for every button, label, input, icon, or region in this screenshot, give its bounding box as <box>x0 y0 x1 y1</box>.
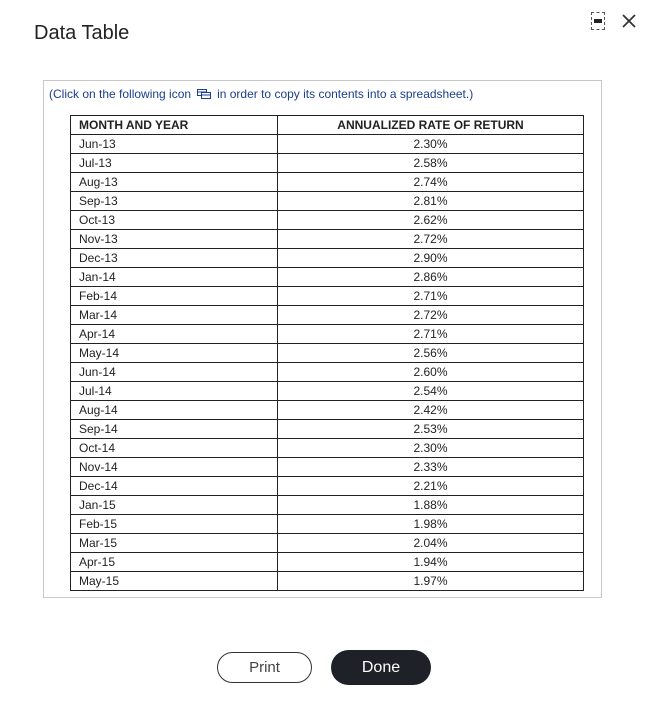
rate-cell: 2.21% <box>278 477 584 496</box>
close-icon <box>621 13 637 29</box>
month-year-cell: Aug-13 <box>71 173 278 192</box>
rate-cell: 2.42% <box>278 401 584 420</box>
table-row <box>71 154 584 173</box>
table-row <box>71 534 584 553</box>
month-year-cell: May-14 <box>71 344 278 363</box>
table-row <box>71 287 584 306</box>
rate-cell: 2.33% <box>278 458 584 477</box>
month-year-cell: Oct-13 <box>71 211 278 230</box>
month-year-cell: Apr-14 <box>71 325 278 344</box>
month-year-cell: Mar-15 <box>71 534 278 553</box>
table-row <box>71 230 584 249</box>
table-row <box>71 477 584 496</box>
month-year-cell: May-15 <box>71 572 278 591</box>
rate-cell: 2.81% <box>278 192 584 211</box>
table-row <box>71 439 584 458</box>
table-row <box>71 268 584 287</box>
rate-cell: 2.86% <box>278 268 584 287</box>
table-row <box>71 363 584 382</box>
rate-cell: 2.53% <box>278 420 584 439</box>
rate-of-return-table <box>70 115 584 591</box>
close-button[interactable] <box>617 8 641 34</box>
table-header-row <box>71 116 584 135</box>
table-row <box>71 420 584 439</box>
month-year-cell: Jan-14 <box>71 268 278 287</box>
rate-cell: 1.98% <box>278 515 584 534</box>
table-row <box>71 458 584 477</box>
rate-cell: 1.88% <box>278 496 584 515</box>
copy-spreadsheet-icon[interactable] <box>197 89 211 99</box>
rate-cell: 2.74% <box>278 173 584 192</box>
column-header-month-year: MONTH AND YEAR <box>71 116 278 135</box>
rate-cell: 2.72% <box>278 306 584 325</box>
month-year-cell: Feb-15 <box>71 515 278 534</box>
rate-cell: 2.56% <box>278 344 584 363</box>
table-row <box>71 496 584 515</box>
rate-cell: 2.72% <box>278 230 584 249</box>
instruction-text-after: in order to copy its contents into a spreadsheet.) <box>217 87 474 101</box>
table-row <box>71 344 584 363</box>
dialog-title: Data Table <box>34 22 130 44</box>
table-row <box>71 382 584 401</box>
month-year-cell: Oct-14 <box>71 439 278 458</box>
column-header-rate: ANNUALIZED RATE OF RETURN <box>278 116 584 135</box>
month-year-cell: Jan-15 <box>71 496 278 515</box>
month-year-cell: Aug-14 <box>71 401 278 420</box>
month-year-cell: Mar-14 <box>71 306 278 325</box>
month-year-cell: Sep-14 <box>71 420 278 439</box>
done-button[interactable]: Done <box>331 650 431 685</box>
rate-cell: 2.90% <box>278 249 584 268</box>
rate-cell: 2.62% <box>278 211 584 230</box>
table-row <box>71 553 584 572</box>
rate-cell: 2.71% <box>278 325 584 344</box>
table-row <box>71 325 584 344</box>
rate-cell: 1.97% <box>278 572 584 591</box>
table-row <box>71 572 584 591</box>
data-panel <box>43 80 602 598</box>
table-row <box>71 306 584 325</box>
rate-cell: 2.60% <box>278 363 584 382</box>
print-button[interactable]: Print <box>217 652 312 683</box>
month-year-cell: Jun-14 <box>71 363 278 382</box>
rate-cell: 2.58% <box>278 154 584 173</box>
table-row <box>71 211 584 230</box>
table-row <box>71 515 584 534</box>
table-row <box>71 173 584 192</box>
minimize-button[interactable] <box>586 8 610 34</box>
month-year-cell: Dec-14 <box>71 477 278 496</box>
rate-cell: 2.30% <box>278 439 584 458</box>
month-year-cell: Dec-13 <box>71 249 278 268</box>
minimize-icon <box>591 12 605 30</box>
rate-cell: 1.94% <box>278 553 584 572</box>
month-year-cell: Jul-13 <box>71 154 278 173</box>
month-year-cell: Nov-13 <box>71 230 278 249</box>
month-year-cell: Jul-14 <box>71 382 278 401</box>
month-year-cell: Nov-14 <box>71 458 278 477</box>
rate-cell: 2.04% <box>278 534 584 553</box>
table-row <box>71 192 584 211</box>
month-year-cell: Sep-13 <box>71 192 278 211</box>
month-year-cell: Apr-15 <box>71 553 278 572</box>
rate-cell: 2.54% <box>278 382 584 401</box>
instruction-text-before: (Click on the following icon <box>49 87 192 101</box>
table-row <box>71 401 584 420</box>
table-row <box>71 249 584 268</box>
copy-instruction <box>49 87 473 101</box>
rate-cell: 2.30% <box>278 135 584 154</box>
rate-cell: 2.71% <box>278 287 584 306</box>
table-row <box>71 135 584 154</box>
month-year-cell: Jun-13 <box>71 135 278 154</box>
month-year-cell: Feb-14 <box>71 287 278 306</box>
